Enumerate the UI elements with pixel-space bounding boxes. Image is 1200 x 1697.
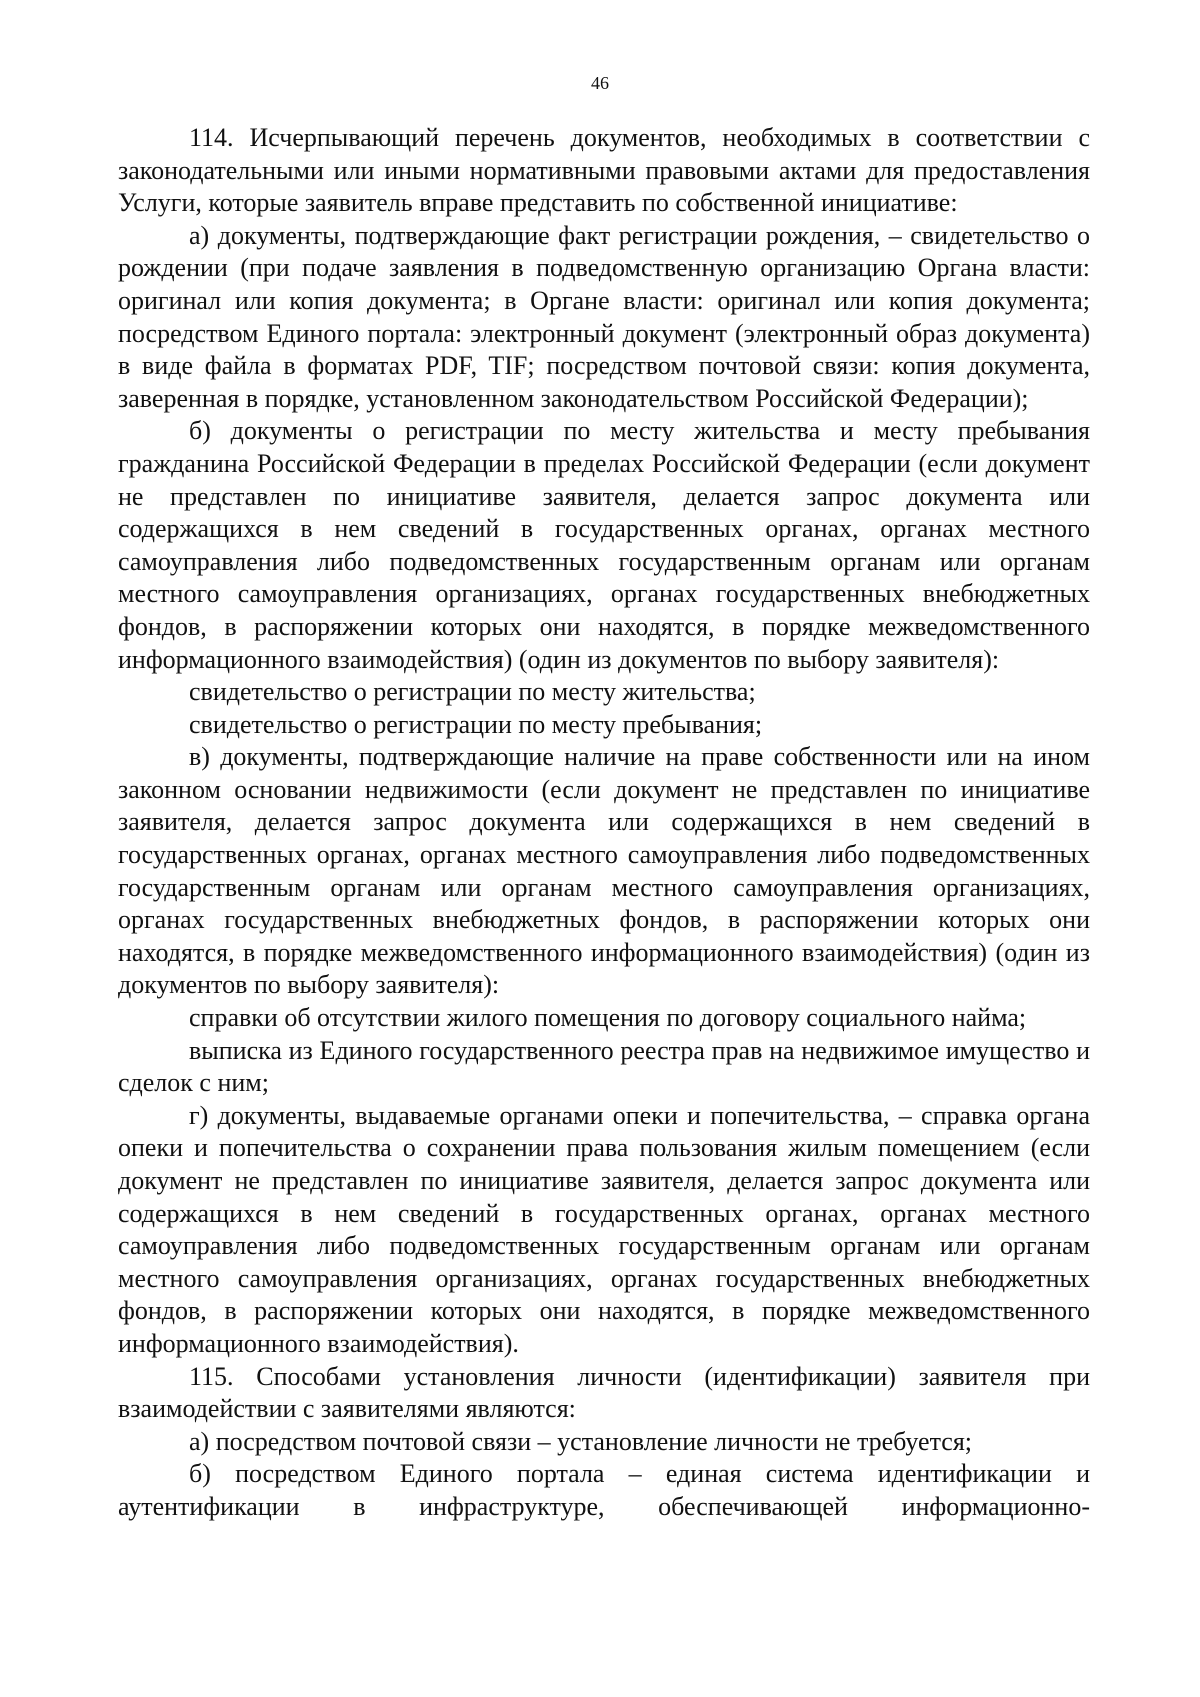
paragraph-115: 115. Способами установления личности (идентификации) заявителя при взаимодействии с заявителями являются:: [118, 1361, 1090, 1424]
paragraph-115-b: б) посредством Единого портала – единая система идентификации и аутентификации в инфраструктуре, обеспечивающей информационно-: [118, 1459, 1090, 1521]
paragraph-114-v: в) документы, подтверждающие наличие на праве собственности или на ином законном основании недвижимости (если документ не представлен по инициативе заявителя, делается запрос документа или содержащихся в нем сведений в государственных органах, органах местного самоуправления либо подведомственных государственным органам или органам местного самоуправления организациях, органах государственных внебюджетных фондов, в распоряжении которых они находятся, в порядке межведомственного информационного взаимодействия) (один из документов по выбору заявителя):: [118, 742, 1090, 1000]
list-item-housing-certificate: справки об отсутствии жилого помещения по договору социального найма;: [189, 1003, 1027, 1033]
paragraph-114-g: г) документы, выдаваемые органами опеки и попечительства, – справка органа опеки и попечительства о сохранении права пользования жилым помещением (если документ не представлен по инициативе заявителя, делается запрос документа или содержащихся в нем сведений в государственных органах, органах местного самоуправления либо подведомственных государственным органам или органам местного самоуправления организациях, органах государственных внебюджетных фондов, в распоряжении которых они находятся, в порядке межведомственного информационного взаимодействия).: [118, 1100, 1090, 1358]
paragraph-114-a: а) документы, подтверждающие факт регистрации рождения, – свидетельство о рождении (при подаче заявления в подведомственную организацию Органа власти: оригинал или копия документа; в Органе власти: оригинал или копия документа; посредством Единого портала: электронный документ (электронный образ документа) в виде файла в форматах PDF, TIF; посредством почтовой связи: копия документа, заверенная в порядке, установленном законодательством Российской Федерации);: [118, 220, 1090, 413]
list-item-registry-extract: выписка из Единого государственного реестра прав на недвижимое имущество и сделок с ним;: [118, 1035, 1090, 1098]
page-number: 46: [591, 73, 609, 93]
list-item-residence-certificate: свидетельство о регистрации по месту жительства;: [189, 677, 756, 707]
paragraph-114: 114. Исчерпывающий перечень документов, необходимых в соответствии с законодательными или иными нормативными правовыми актами для предоставления Услуги, которые заявитель вправе представить по собственной инициативе:: [118, 123, 1090, 218]
list-item-stay-certificate: свидетельство о регистрации по месту пребывания;: [189, 709, 763, 739]
paragraph-114-b: б) документы о регистрации по месту жительства и месту пребывания гражданина Российской Федерации в пределах Российской Федерации (если документ не представлен по инициативе заявителя, делается запрос документа или содержащихся в нем сведений в государственных органах, органах местного самоуправления либо подведомственных государственным органам или органам местного самоуправления организациях, органах государственных внебюджетных фондов, в распоряжении которых они находятся, в порядке межведомственного информационного взаимодействия) (один из документов по выбору заявителя):: [118, 416, 1090, 674]
document-body: [118, 122, 1090, 1524]
paragraph-115-a: а) посредством почтовой связи – установление личности не требуется;: [189, 1426, 972, 1456]
